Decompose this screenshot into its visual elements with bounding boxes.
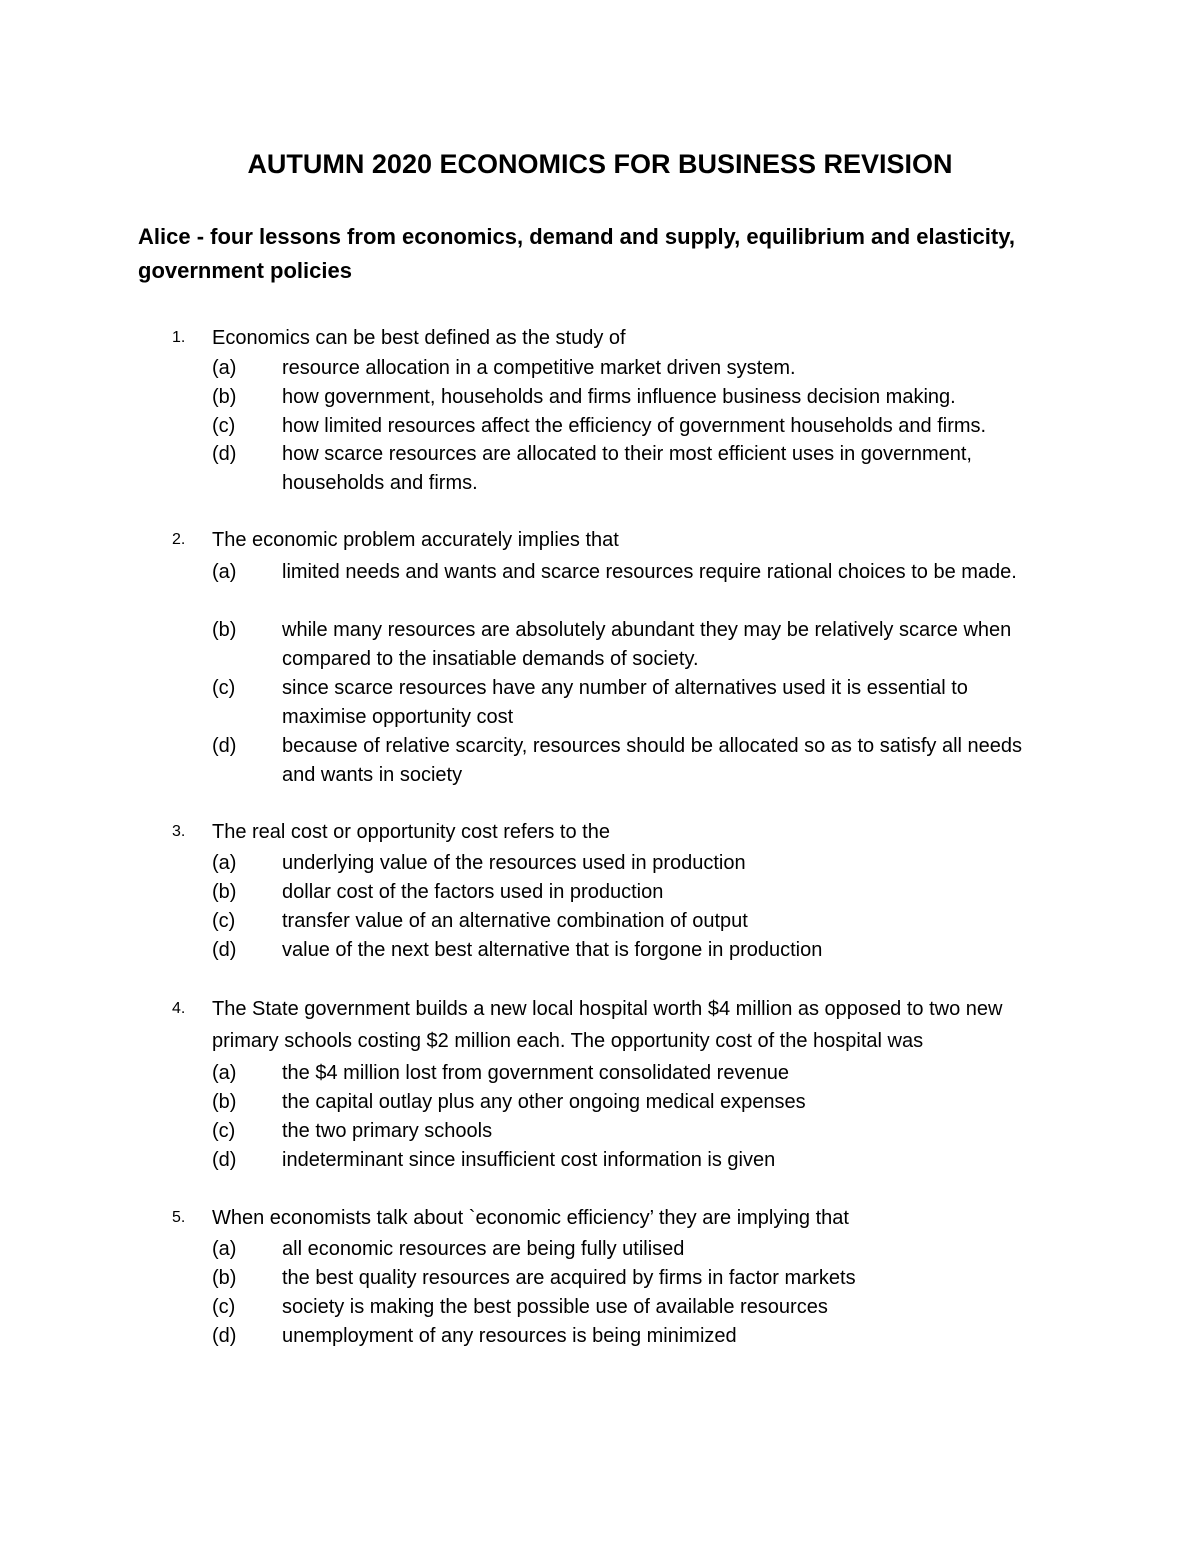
option-letter: (a): [212, 852, 237, 874]
question-number: 1.: [172, 329, 186, 346]
option-letter: (a): [212, 1062, 237, 1084]
option-text: dollar cost of the factors used in production: [282, 881, 664, 903]
option-text: society is making the best possible use of available resources: [282, 1296, 828, 1318]
option-text: resource allocation in a competitive market driven system.: [282, 357, 796, 379]
option-letter: (a): [212, 1238, 237, 1260]
option-text: transfer value of an alternative combination of output: [282, 910, 748, 932]
option-text: value of the next best alternative that is forgone in production: [282, 939, 823, 961]
option-letter: (c): [212, 1120, 236, 1142]
question-stem: When economists talk about `economic efficiency’ they are implying that: [212, 1207, 849, 1229]
question-stem: The State government builds a new local hospital worth $4 million as opposed to two new primary schools costing $2 million each. The opportunity cost of the hospital was: [212, 998, 1003, 1052]
option-letter: (c): [212, 677, 236, 699]
option-text: indeterminant since insufficient cost information is given: [282, 1149, 776, 1171]
option-letter: (d): [212, 735, 237, 757]
question-number: 5.: [172, 1209, 186, 1226]
question-stem: Economics can be best defined as the study of: [212, 327, 626, 349]
option-letter: (b): [212, 1091, 237, 1113]
option-text: because of relative scarcity, resources should be allocated so as to satisfy all needs and wants in society: [282, 735, 1023, 786]
option-letter: (b): [212, 881, 237, 903]
option-letter: (c): [212, 910, 236, 932]
option-text: underlying value of the resources used in production: [282, 852, 746, 874]
question-number: 2.: [172, 531, 186, 548]
option-letter: (b): [212, 386, 237, 408]
question-stem: The real cost or opportunity cost refers to the: [212, 821, 610, 843]
question-number: 3.: [172, 823, 186, 840]
question-stem: The economic problem accurately implies that: [212, 529, 619, 551]
option-letter: (a): [212, 561, 237, 583]
option-text: unemployment of any resources is being minimized: [282, 1325, 737, 1347]
option-letter: (c): [212, 1296, 236, 1318]
option-letter: (d): [212, 939, 237, 961]
option-text: the best quality resources are acquired by firms in factor markets: [282, 1267, 856, 1289]
document-title: AUTUMN 2020 ECONOMICS FOR BUSINESS REVISION: [247, 149, 953, 179]
option-letter: (a): [212, 357, 237, 379]
option-text: limited needs and wants and scarce resources require rational choices to be made.: [282, 561, 1017, 583]
option-text: the two primary schools: [282, 1120, 493, 1142]
option-text: all economic resources are being fully utilised: [282, 1238, 685, 1260]
option-text: since scarce resources have any number of alternatives used it is essential to maximise opportunity cost: [282, 677, 968, 728]
option-letter: (d): [212, 443, 237, 465]
option-text: while many resources are absolutely abundant they may be relatively scarce when compared to the insatiable demands of society.: [282, 619, 1012, 670]
option-letter: (b): [212, 619, 237, 641]
option-text: how limited resources affect the efficiency of government households and firms.: [282, 415, 987, 437]
option-letter: (c): [212, 415, 236, 437]
option-letter: (d): [212, 1149, 237, 1171]
option-text: how government, households and firms influence business decision making.: [282, 386, 956, 408]
option-letter: (b): [212, 1267, 237, 1289]
option-letter: (d): [212, 1325, 237, 1347]
option-text: the $4 million lost from government consolidated revenue: [282, 1062, 789, 1084]
option-text: how scarce resources are allocated to their most efficient uses in government, households and firms.: [282, 443, 972, 494]
question-number: 4.: [172, 1000, 186, 1017]
option-text: the capital outlay plus any other ongoing medical expenses: [282, 1091, 806, 1113]
section-heading: Alice - four lessons from economics, demand and supply, equilibrium and elasticity, government policies: [138, 224, 1015, 283]
